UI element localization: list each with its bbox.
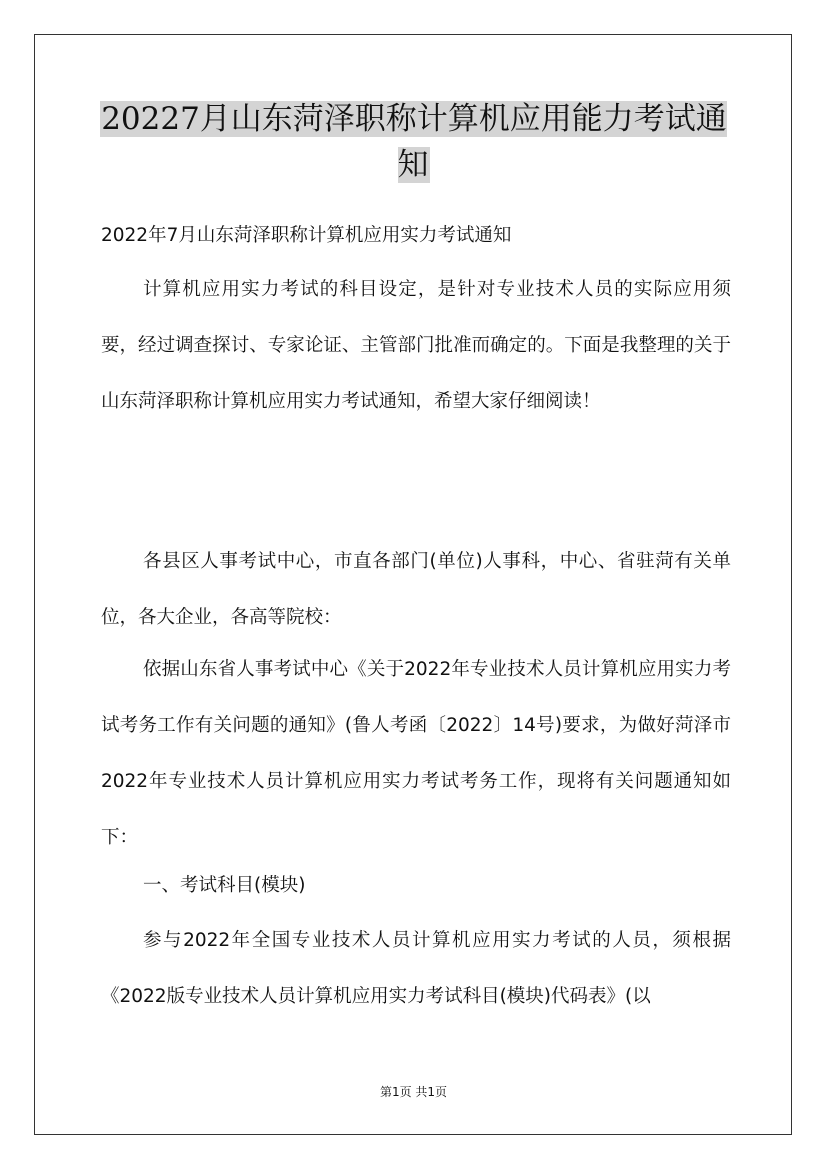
paragraph-basis: 依据山东省人事考试中心《关于2022年专业技术人员计算机应用实力考试考务工作有关问题的通知》(鲁人考函〔2022〕14号)要求，为做好菏泽市2022年专业技术人员计算机应用实力考试考务工作，现将有关问题通知如下： (101, 659, 731, 848)
document-title: 20227月山东菏泽职称计算机应用能力考试通知 (101, 101, 727, 183)
paragraph-subjects: 参与2022年全国专业技术人员计算机应用实力考试的人员，须根据《2022版专业技术人员计算机应用实力考试科目(模块)代码表》(以 (101, 930, 731, 1007)
paragraph-intro: 计算机应用实力考试的科目设定，是针对专业技术人员的实际应用须要，经过调查探讨、专家论证、主管部门批准而确定的。下面是我整理的关于山东菏泽职称计算机应用实力考试通知，希望大家仔细阅读！ (101, 279, 731, 412)
section-heading: 一、考试科目(模块) (143, 875, 306, 896)
page-footer: 第1页 共1页 (379, 1085, 448, 1099)
document-subtitle: 2022年7月山东菏泽职称计算机应用实力考试通知 (101, 225, 512, 246)
paragraph-addressees: 各县区人事考试中心，市直各部门(单位)人事科，中心、省驻菏有关单位，各大企业，各高等院校： (101, 551, 731, 628)
